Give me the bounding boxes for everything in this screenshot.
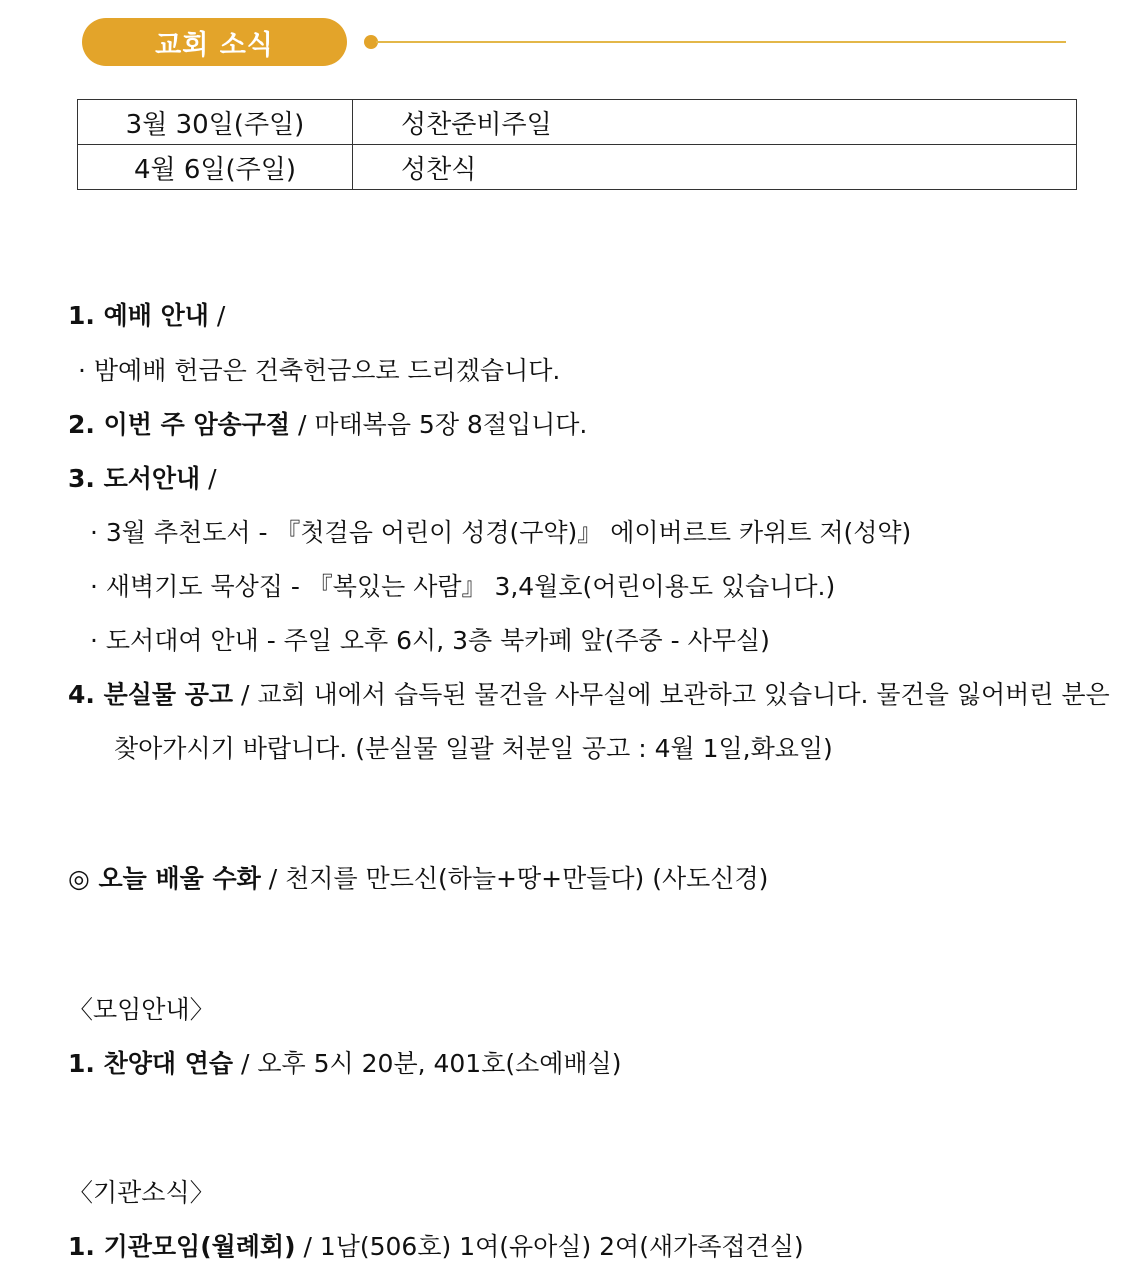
meetings-item-title: 1. 찬양대 연습 — [68, 1049, 234, 1078]
table-row — [78, 100, 1077, 145]
worship-title: 1. 예배 안내 — [68, 301, 209, 330]
schedule-event: 성찬준비주일 — [353, 100, 1077, 145]
worship-separator: / — [208, 301, 226, 330]
section-title: 교회 소식 — [82, 18, 347, 66]
schedule-date: 3월 30일(주일) — [78, 100, 353, 145]
lost-found — [68, 678, 1110, 712]
agencies-item-text: / 1남(506호) 1여(유아실) 2여(새가족접견실) — [295, 1232, 804, 1261]
sign-language-title: ◎ 오늘 배울 수화 — [68, 864, 261, 893]
sign-language-text: / 천지를 만드신(하늘+땅+만들다) (사도신경) — [260, 864, 769, 893]
section-header — [82, 18, 1072, 66]
table-row — [78, 145, 1077, 190]
books-heading — [68, 462, 217, 496]
memory-title: 2. 이번 주 암송구절 — [68, 410, 291, 439]
agencies-item-title: 1. 기관모임(월례회) — [68, 1232, 296, 1261]
list-item: · 도서대여 안내 - 주일 오후 6시, 3층 북카페 앞(주중 - 사무실) — [90, 626, 770, 655]
meetings-item — [68, 1047, 621, 1081]
books-separator: / — [200, 464, 217, 493]
sign-language — [68, 862, 768, 896]
books-title: 3. 도서안내 — [68, 464, 201, 493]
lost-text: / 교회 내에서 습득된 물건을 사무실에 보관하고 있습니다. 물건을 잃어버린 분은 — [233, 680, 1110, 709]
worship-heading — [68, 299, 225, 333]
lost-title: 4. 분실물 공고 — [68, 680, 234, 709]
memory-text: / 마태복음 5장 8절입니다. — [290, 410, 588, 439]
schedule-table — [77, 99, 1077, 190]
lost-text-continued: 찾아가시기 바랍니다. (분실물 일괄 처분일 공고 : 4월 1일,화요일) — [114, 734, 833, 763]
meetings-item-text: / 오후 5시 20분, 401호(소예배실) — [233, 1049, 622, 1078]
meetings-heading: 〈모임안내〉 — [68, 995, 215, 1024]
memory-verse — [68, 408, 587, 442]
agencies-item — [68, 1230, 804, 1264]
schedule-event: 성찬식 — [353, 145, 1077, 190]
header-divider — [376, 41, 1066, 43]
schedule-date: 4월 6일(주일) — [78, 145, 353, 190]
list-item: · 3월 추천도서 - 『첫걸음 어린이 성경(구약)』 에이버르트 카위트 저(성약) — [90, 518, 912, 547]
agencies-heading: 〈기관소식〉 — [68, 1178, 215, 1207]
worship-bullet: · 밤예배 헌금은 건축헌금으로 드리겠습니다. — [78, 356, 561, 385]
list-item: · 새벽기도 묵상집 - 『복있는 사람』 3,4월호(어린이용도 있습니다.) — [90, 572, 836, 601]
